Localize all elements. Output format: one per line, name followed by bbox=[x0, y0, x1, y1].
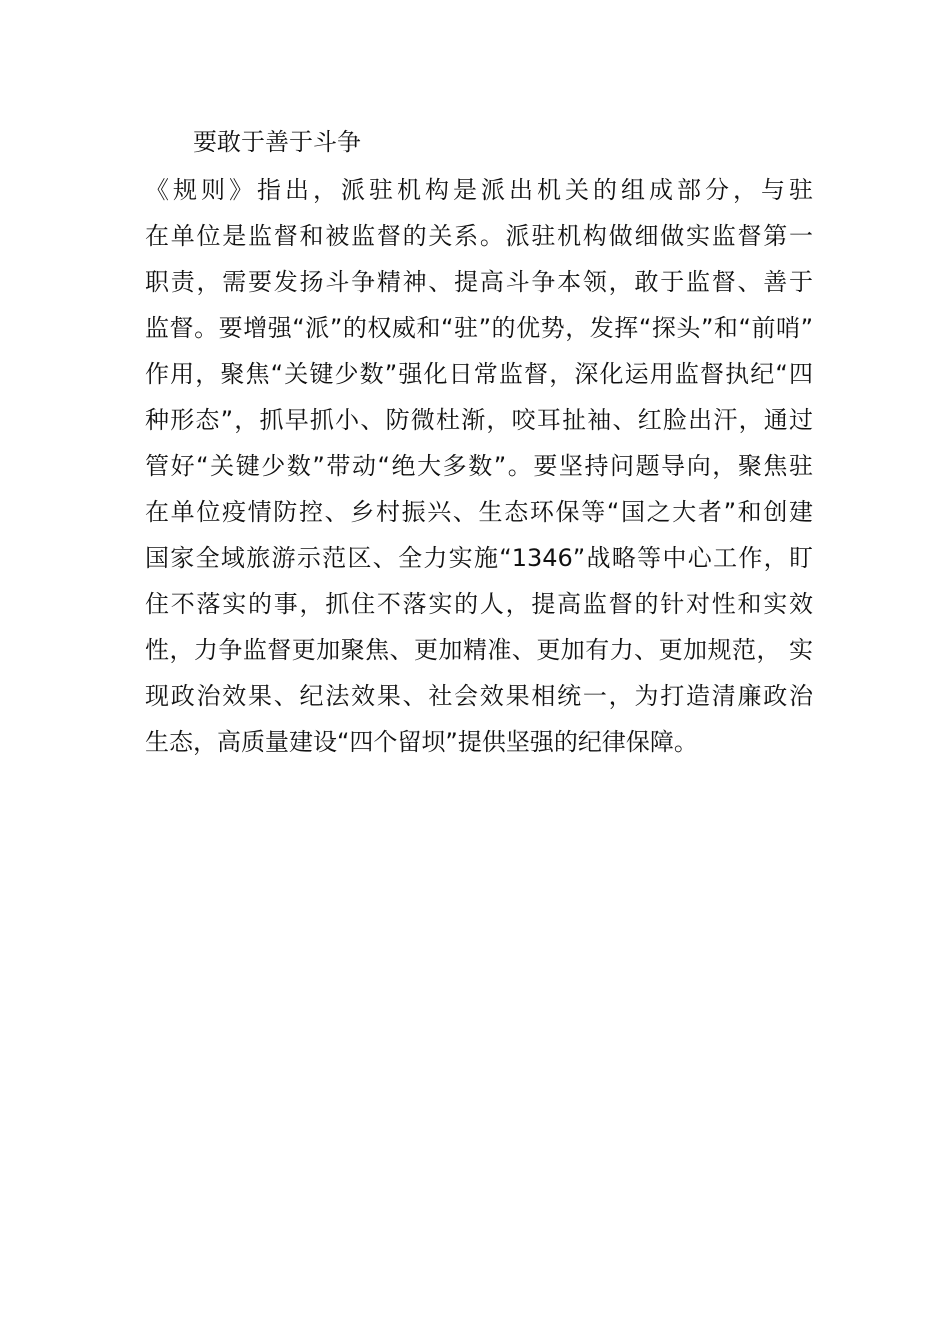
paragraph-line: 性，力争监督更加聚焦、更加精准、更加有力、更加规范， 实 bbox=[145, 636, 813, 664]
paragraph-line: 在单位是监督和被监督的关系。派驻机构做细做实监督第一 bbox=[145, 222, 813, 250]
paragraph-line: 职责，需要发扬斗争精神、提高斗争本领，敢于监督、善于 bbox=[145, 268, 813, 296]
section-heading: 要敢于善于斗争 bbox=[193, 128, 361, 156]
paragraph-line: 《规则》指出，派驻机构是派出机关的组成部分，与驻 bbox=[145, 176, 813, 204]
paragraph-line: 现政治效果、纪法效果、社会效果相统一，为打造清廉政治 bbox=[145, 682, 813, 710]
paragraph-line: 管好“关键少数”带动“绝大多数”。要坚持问题导向，聚焦驻 bbox=[145, 452, 813, 480]
paragraph-line: 种形态”，抓早抓小、防微杜渐，咬耳扯袖、红脸出汗，通过 bbox=[145, 406, 813, 434]
paragraph-line: 在单位疫情防控、乡村振兴、生态环保等“国之大者”和创建 bbox=[145, 498, 813, 526]
body-paragraph bbox=[145, 167, 813, 765]
paragraph-line: 生态，高质量建设“四个留坝”提供坚强的纪律保障。 bbox=[145, 728, 698, 756]
paragraph-line: 住不落实的事，抓住不落实的人，提高监督的针对性和实效 bbox=[145, 590, 813, 618]
paragraph-line: 监督。要增强“派”的权威和“驻”的优势，发挥“探头”和“前哨” bbox=[145, 314, 813, 342]
paragraph-line: 国家全域旅游示范区、全力实施“1346”战略等中心工作，盯 bbox=[145, 544, 813, 572]
paragraph-line: 作用，聚焦“关键少数”强化日常监督，深化运用监督执纪“四 bbox=[145, 360, 813, 388]
